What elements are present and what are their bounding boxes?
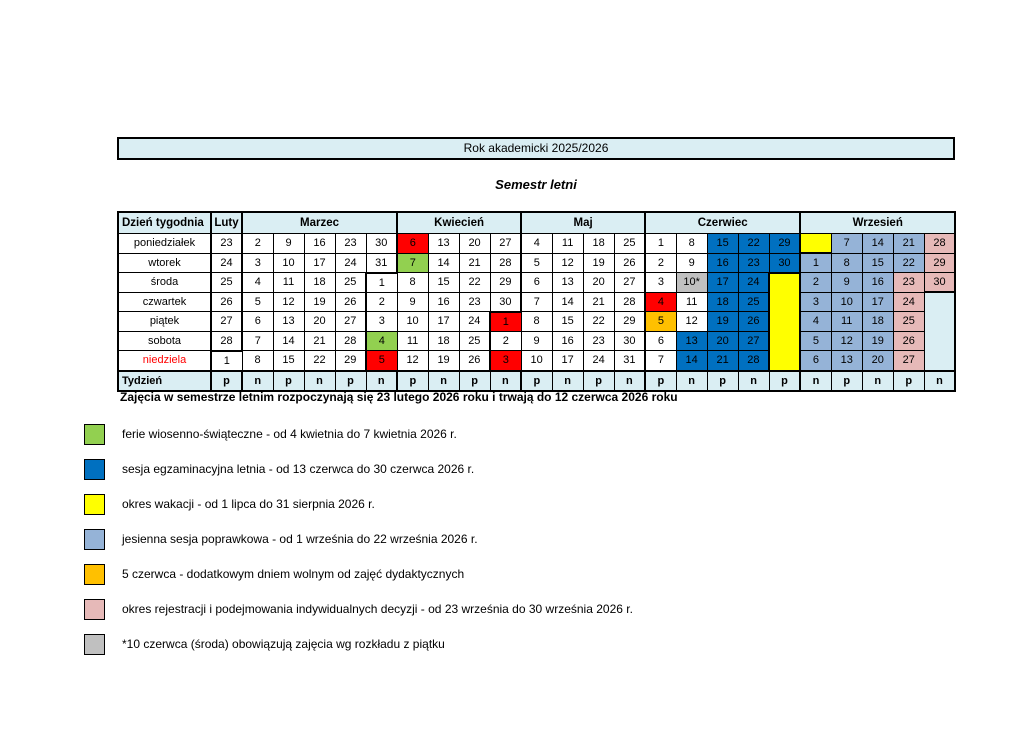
day-cell: 21 bbox=[304, 331, 335, 351]
week-type-cell: p bbox=[459, 371, 490, 391]
day-cell: 8 bbox=[521, 312, 552, 332]
day-cell: 17 bbox=[552, 351, 583, 371]
month-header-luty: Luty bbox=[211, 212, 242, 234]
period-block-cell bbox=[924, 292, 955, 371]
month-header-czerwiec: Czerwiec bbox=[645, 212, 800, 234]
legend-label: okres wakacji - od 1 lipca do 31 sierpnia 2026 r. bbox=[122, 497, 375, 511]
corner-header: Dzień tygodnia bbox=[118, 212, 211, 234]
day-cell: 30 bbox=[614, 331, 645, 351]
day-row-label: piątek bbox=[118, 312, 211, 332]
day-cell: 18 bbox=[707, 292, 738, 312]
day-cell: 2 bbox=[366, 292, 397, 312]
day-cell: 24 bbox=[459, 312, 490, 332]
day-cell: 13 bbox=[831, 351, 862, 371]
legend-swatch-pink bbox=[84, 599, 105, 620]
day-cell: 28 bbox=[211, 331, 242, 351]
week-type-cell: n bbox=[862, 371, 893, 391]
day-cell: 12 bbox=[552, 253, 583, 273]
legend-item bbox=[84, 424, 633, 444]
day-cell: 29 bbox=[490, 273, 521, 293]
day-cell: 9 bbox=[831, 273, 862, 293]
week-type-cell: n bbox=[304, 371, 335, 391]
day-cell: 15 bbox=[273, 351, 304, 371]
day-cell: 25 bbox=[211, 273, 242, 293]
day-cell: 6 bbox=[397, 234, 428, 254]
day-cell: 27 bbox=[335, 312, 366, 332]
day-cell: 28 bbox=[614, 292, 645, 312]
day-cell: 30 bbox=[366, 234, 397, 254]
day-cell: 17 bbox=[304, 253, 335, 273]
legend-item bbox=[84, 459, 633, 479]
day-cell: 5 bbox=[521, 253, 552, 273]
day-cell: 6 bbox=[800, 351, 831, 371]
day-cell: 20 bbox=[304, 312, 335, 332]
day-cell: 10* bbox=[676, 273, 707, 293]
legend-item bbox=[84, 599, 633, 619]
day-cell: 1 bbox=[366, 273, 397, 293]
week-type-cell: n bbox=[676, 371, 707, 391]
month-header-wrzesień: Wrzesień bbox=[800, 212, 955, 234]
semester-subtitle: Semestr letni bbox=[495, 177, 577, 192]
week-type-cell: n bbox=[428, 371, 459, 391]
legend-label: ferie wiosenno-świąteczne - od 4 kwietnia do 7 kwietnia 2026 r. bbox=[122, 427, 457, 441]
day-cell: 25 bbox=[335, 273, 366, 293]
month-header-marzec: Marzec bbox=[242, 212, 397, 234]
week-type-cell: p bbox=[521, 371, 552, 391]
day-cell: 22 bbox=[304, 351, 335, 371]
period-block-cell bbox=[769, 273, 800, 371]
day-cell: 4 bbox=[521, 234, 552, 254]
day-cell: 2 bbox=[800, 273, 831, 293]
week-type-cell: p bbox=[769, 371, 800, 391]
legend-swatch-green bbox=[84, 424, 105, 445]
day-cell: 22 bbox=[893, 253, 924, 273]
day-cell: 5 bbox=[366, 351, 397, 371]
day-cell: 22 bbox=[459, 273, 490, 293]
day-cell: 15 bbox=[862, 253, 893, 273]
day-cell: 15 bbox=[428, 273, 459, 293]
week-type-cell: n bbox=[738, 371, 769, 391]
day-cell: 3 bbox=[242, 253, 273, 273]
day-cell: 13 bbox=[273, 312, 304, 332]
day-cell: 15 bbox=[707, 234, 738, 254]
week-type-cell: p bbox=[211, 371, 242, 391]
day-cell: 29 bbox=[924, 253, 955, 273]
week-type-cell: n bbox=[614, 371, 645, 391]
period-block-cell bbox=[800, 234, 831, 254]
day-cell: 4 bbox=[645, 292, 676, 312]
day-cell: 1 bbox=[645, 234, 676, 254]
legend-item bbox=[84, 529, 633, 549]
day-cell: 17 bbox=[428, 312, 459, 332]
day-cell: 19 bbox=[707, 312, 738, 332]
legend-label: 5 czerwca - dodatkowym dniem wolnym od zajęć dydaktycznych bbox=[122, 567, 465, 581]
day-cell: 24 bbox=[211, 253, 242, 273]
day-cell: 6 bbox=[242, 312, 273, 332]
week-type-cell: p bbox=[831, 371, 862, 391]
day-cell: 30 bbox=[490, 292, 521, 312]
day-cell: 28 bbox=[738, 351, 769, 371]
day-cell: 3 bbox=[490, 351, 521, 371]
day-row-label: środa bbox=[118, 273, 211, 293]
day-cell: 14 bbox=[428, 253, 459, 273]
day-cell: 7 bbox=[397, 253, 428, 273]
day-cell: 9 bbox=[397, 292, 428, 312]
legend bbox=[84, 424, 633, 669]
day-cell: 12 bbox=[831, 331, 862, 351]
day-cell: 24 bbox=[335, 253, 366, 273]
day-cell: 4 bbox=[366, 331, 397, 351]
day-cell: 19 bbox=[862, 331, 893, 351]
day-cell: 10 bbox=[397, 312, 428, 332]
day-cell: 8 bbox=[676, 234, 707, 254]
day-cell: 6 bbox=[645, 331, 676, 351]
day-row-label: sobota bbox=[118, 331, 211, 351]
day-cell: 14 bbox=[676, 351, 707, 371]
day-cell: 25 bbox=[893, 312, 924, 332]
day-cell: 9 bbox=[273, 234, 304, 254]
day-cell: 21 bbox=[459, 253, 490, 273]
day-cell: 5 bbox=[242, 292, 273, 312]
semester-calendar-table bbox=[117, 211, 956, 392]
day-cell: 12 bbox=[676, 312, 707, 332]
month-header-maj: Maj bbox=[521, 212, 645, 234]
day-cell: 6 bbox=[521, 273, 552, 293]
month-header-kwiecień: Kwiecień bbox=[397, 212, 521, 234]
day-cell: 23 bbox=[738, 253, 769, 273]
day-cell: 1 bbox=[490, 312, 521, 332]
day-cell: 13 bbox=[552, 273, 583, 293]
day-cell: 11 bbox=[831, 312, 862, 332]
day-cell: 10 bbox=[831, 292, 862, 312]
day-cell: 16 bbox=[428, 292, 459, 312]
day-cell: 13 bbox=[676, 331, 707, 351]
day-cell: 1 bbox=[800, 253, 831, 273]
day-cell: 27 bbox=[893, 351, 924, 371]
day-cell: 2 bbox=[645, 253, 676, 273]
day-cell: 23 bbox=[459, 292, 490, 312]
week-type-cell: p bbox=[273, 371, 304, 391]
day-cell: 15 bbox=[552, 312, 583, 332]
day-cell: 11 bbox=[552, 234, 583, 254]
day-cell: 21 bbox=[707, 351, 738, 371]
day-cell: 26 bbox=[335, 292, 366, 312]
day-cell: 7 bbox=[645, 351, 676, 371]
week-type-cell: n bbox=[924, 371, 955, 391]
academic-year-title-bar bbox=[117, 137, 955, 160]
academic-year-title: Rok akademicki 2025/2026 bbox=[463, 141, 609, 155]
day-cell: 18 bbox=[583, 234, 614, 254]
day-cell: 26 bbox=[893, 331, 924, 351]
week-type-cell: p bbox=[335, 371, 366, 391]
day-cell: 23 bbox=[893, 273, 924, 293]
week-type-cell: p bbox=[583, 371, 614, 391]
day-cell: 4 bbox=[800, 312, 831, 332]
day-cell: 5 bbox=[800, 331, 831, 351]
day-cell: 11 bbox=[273, 273, 304, 293]
day-cell: 24 bbox=[738, 273, 769, 293]
day-cell: 20 bbox=[459, 234, 490, 254]
day-cell: 27 bbox=[614, 273, 645, 293]
legend-swatch-gray bbox=[84, 634, 105, 655]
day-cell: 23 bbox=[211, 234, 242, 254]
day-cell: 16 bbox=[862, 273, 893, 293]
legend-label: okres rejestracji i podejmowania indywidualnych decyzji - od 23 września do 30 września 2026 r. bbox=[122, 602, 633, 616]
day-cell: 12 bbox=[397, 351, 428, 371]
day-cell: 2 bbox=[242, 234, 273, 254]
day-cell: 28 bbox=[924, 234, 955, 254]
day-cell: 19 bbox=[583, 253, 614, 273]
legend-item bbox=[84, 494, 633, 514]
day-cell: 7 bbox=[521, 292, 552, 312]
week-type-cell: p bbox=[397, 371, 428, 391]
day-cell: 31 bbox=[614, 351, 645, 371]
day-cell: 20 bbox=[583, 273, 614, 293]
day-cell: 26 bbox=[738, 312, 769, 332]
day-cell: 5 bbox=[645, 312, 676, 332]
day-cell: 31 bbox=[366, 253, 397, 273]
day-cell: 28 bbox=[490, 253, 521, 273]
day-cell: 2 bbox=[490, 331, 521, 351]
day-cell: 27 bbox=[211, 312, 242, 332]
day-cell: 22 bbox=[583, 312, 614, 332]
day-cell: 14 bbox=[552, 292, 583, 312]
legend-swatch-blue bbox=[84, 459, 105, 480]
day-cell: 7 bbox=[242, 331, 273, 351]
day-row-label: poniedziałek bbox=[118, 234, 211, 254]
day-cell: 28 bbox=[335, 331, 366, 351]
day-cell: 26 bbox=[459, 351, 490, 371]
day-cell: 25 bbox=[459, 331, 490, 351]
day-cell: 20 bbox=[707, 331, 738, 351]
day-cell: 4 bbox=[242, 273, 273, 293]
week-type-cell: n bbox=[366, 371, 397, 391]
day-cell: 9 bbox=[521, 331, 552, 351]
day-cell: 25 bbox=[614, 234, 645, 254]
day-cell: 30 bbox=[769, 253, 800, 273]
day-cell: 9 bbox=[676, 253, 707, 273]
day-row-label: wtorek bbox=[118, 253, 211, 273]
legend-swatch-orange bbox=[84, 564, 105, 585]
week-type-cell: n bbox=[800, 371, 831, 391]
day-cell: 3 bbox=[645, 273, 676, 293]
day-cell: 1 bbox=[211, 351, 242, 371]
legend-label: sesja egzaminacyjna letnia - od 13 czerwca do 30 czerwca 2026 r. bbox=[122, 462, 475, 476]
day-row-label: niedziela bbox=[118, 351, 211, 371]
day-cell: 23 bbox=[583, 331, 614, 351]
day-cell: 21 bbox=[583, 292, 614, 312]
day-cell: 3 bbox=[800, 292, 831, 312]
day-cell: 29 bbox=[769, 234, 800, 254]
day-cell: 14 bbox=[862, 234, 893, 254]
day-cell: 21 bbox=[893, 234, 924, 254]
day-cell: 18 bbox=[862, 312, 893, 332]
day-cell: 10 bbox=[521, 351, 552, 371]
day-cell: 24 bbox=[583, 351, 614, 371]
day-cell: 29 bbox=[614, 312, 645, 332]
day-cell: 11 bbox=[676, 292, 707, 312]
day-cell: 16 bbox=[552, 331, 583, 351]
day-cell: 14 bbox=[273, 331, 304, 351]
day-cell: 24 bbox=[893, 292, 924, 312]
day-cell: 20 bbox=[862, 351, 893, 371]
day-cell: 8 bbox=[397, 273, 428, 293]
week-type-cell: p bbox=[707, 371, 738, 391]
legend-item bbox=[84, 564, 633, 584]
day-cell: 19 bbox=[428, 351, 459, 371]
day-cell: 26 bbox=[614, 253, 645, 273]
day-cell: 22 bbox=[738, 234, 769, 254]
day-cell: 13 bbox=[428, 234, 459, 254]
day-cell: 27 bbox=[490, 234, 521, 254]
day-cell: 26 bbox=[211, 292, 242, 312]
week-type-cell: n bbox=[490, 371, 521, 391]
day-cell: 17 bbox=[707, 273, 738, 293]
week-type-cell: p bbox=[893, 371, 924, 391]
day-cell: 3 bbox=[366, 312, 397, 332]
day-cell: 16 bbox=[304, 234, 335, 254]
day-cell: 18 bbox=[428, 331, 459, 351]
week-type-cell: p bbox=[645, 371, 676, 391]
legend-swatch-yellow bbox=[84, 494, 105, 515]
week-type-cell: n bbox=[552, 371, 583, 391]
day-cell: 11 bbox=[397, 331, 428, 351]
week-row-header: Tydzień bbox=[118, 371, 211, 391]
day-cell: 8 bbox=[831, 253, 862, 273]
day-cell: 30 bbox=[924, 273, 955, 293]
legend-label: jesienna sesja poprawkowa - od 1 września do 22 września 2026 r. bbox=[122, 532, 478, 546]
day-cell: 7 bbox=[831, 234, 862, 254]
day-cell: 27 bbox=[738, 331, 769, 351]
day-cell: 8 bbox=[242, 351, 273, 371]
day-row-label: czwartek bbox=[118, 292, 211, 312]
day-cell: 19 bbox=[304, 292, 335, 312]
legend-swatch-lavender bbox=[84, 529, 105, 550]
day-cell: 12 bbox=[273, 292, 304, 312]
day-cell: 29 bbox=[335, 351, 366, 371]
semester-info-note: Zajęcia w semestrze letnim rozpoczynają się 23 lutego 2026 roku i trwają do 12 czerwca 2026 roku bbox=[120, 390, 678, 404]
legend-label: *10 czerwca (środa) obowiązują zajęcia wg rozkładu z piątku bbox=[122, 637, 445, 651]
day-cell: 16 bbox=[707, 253, 738, 273]
day-cell: 17 bbox=[862, 292, 893, 312]
day-cell: 25 bbox=[738, 292, 769, 312]
week-type-cell: n bbox=[242, 371, 273, 391]
day-cell: 10 bbox=[273, 253, 304, 273]
legend-item bbox=[84, 634, 633, 654]
day-cell: 18 bbox=[304, 273, 335, 293]
day-cell: 23 bbox=[335, 234, 366, 254]
